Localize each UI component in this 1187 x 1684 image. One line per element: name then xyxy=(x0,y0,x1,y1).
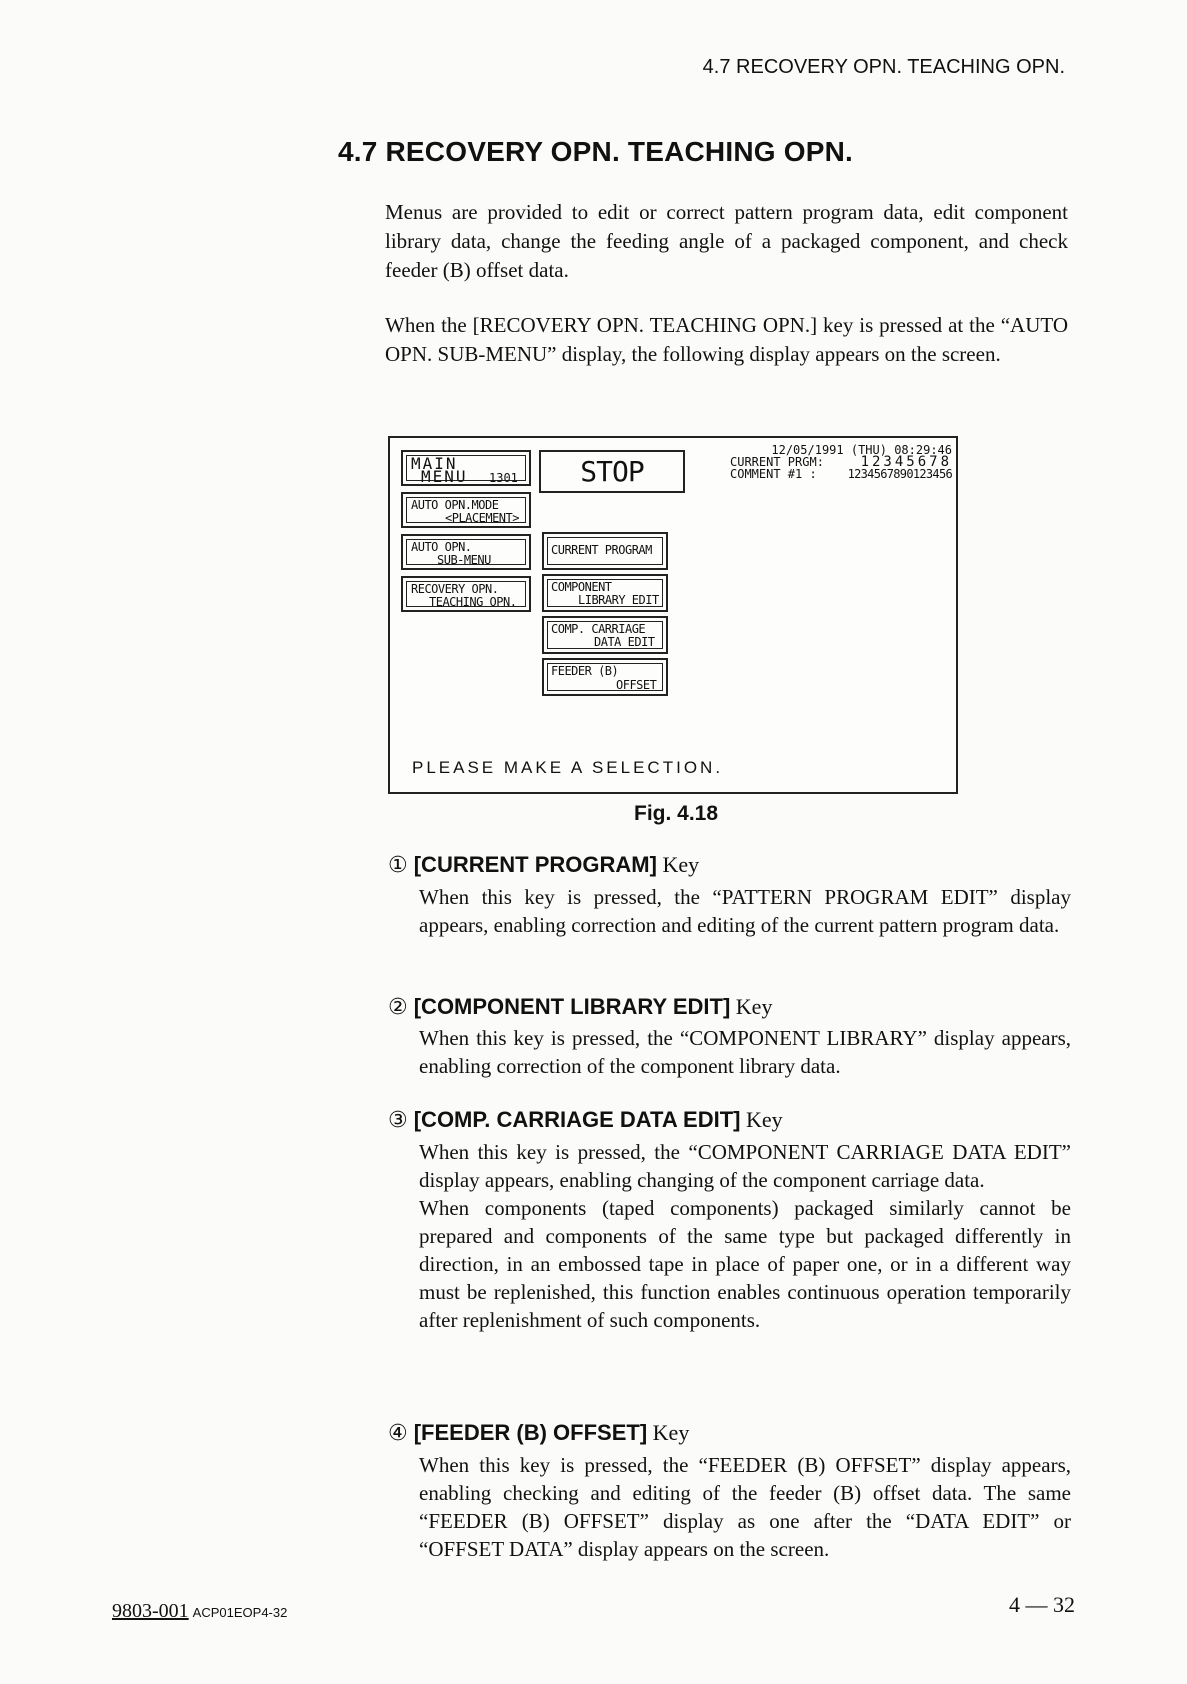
key-description: When this key is pressed, the “COMPONENT LIBRARY” display appears, enabling correction of the component library data. xyxy=(419,1026,1071,1078)
document-code xyxy=(112,1600,287,1623)
key-heading xyxy=(388,1107,783,1133)
key-number: ① xyxy=(388,853,408,878)
current-program-button[interactable] xyxy=(542,532,668,570)
key-description: When this key is pressed, the “PATTERN PROGRAM EDIT” display appears, enabling correction and editing of the current pattern program data. xyxy=(419,885,1071,937)
selection-prompt: PLEASE MAKE A SELECTION. xyxy=(412,758,724,777)
button-label: CURRENT PROGRAM xyxy=(551,543,652,557)
key-name: [COMP. CARRIAGE DATA EDIT] xyxy=(413,1107,741,1132)
key-heading xyxy=(388,1420,689,1446)
stop-status-button[interactable]: STOP xyxy=(539,450,685,493)
auto-opn-submenu-button[interactable] xyxy=(401,534,531,570)
status-block xyxy=(730,444,952,480)
key-number: ② xyxy=(388,995,408,1020)
key-name: [CURRENT PROGRAM] xyxy=(413,852,657,877)
component-library-edit-button[interactable] xyxy=(542,574,668,612)
key-suffix: Key xyxy=(735,994,773,1019)
section-title: 4.7 RECOVERY OPN. TEACHING OPN. xyxy=(338,136,853,167)
button-label: COMP. CARRIAGE xyxy=(551,622,646,636)
button-label: FEEDER (B) xyxy=(551,664,619,678)
main-menu-code: 1301 xyxy=(489,471,518,485)
button-label: AUTO OPN.MODE xyxy=(411,498,499,512)
running-header: 4.7 RECOVERY OPN. TEACHING OPN. xyxy=(702,56,1065,78)
comment-value: 1234567890123456 xyxy=(847,467,952,481)
current-program-label: CURRENT PRGM: xyxy=(730,455,824,469)
intro-paragraph: When the [RECOVERY OPN. TEACHING OPN.] key is pressed at the “AUTO OPN. SUB-MENU” display, the following display appears on the screen. xyxy=(385,313,1068,366)
key-number: ④ xyxy=(388,1421,408,1446)
button-label: LIBRARY EDIT xyxy=(578,593,659,607)
button-label: SUB-MENU xyxy=(437,553,491,567)
auto-opn-mode-button[interactable] xyxy=(401,492,531,528)
key-suffix: Key xyxy=(652,1420,690,1445)
key-heading xyxy=(388,852,699,878)
key-heading xyxy=(388,994,772,1020)
key-suffix: Key xyxy=(662,852,700,877)
datetime: 12/05/1991 (THU) 08:29:46 xyxy=(771,443,952,457)
key-number: ③ xyxy=(388,1108,408,1133)
doc-reference: ACP01EOP4-32 xyxy=(192,1605,288,1620)
key-description-paragraph: When this key is pressed, the “COMPONENT CARRIAGE DATA EDIT” display appears, enabling changing of the component carriage data. xyxy=(419,1140,1071,1192)
comp-carriage-data-edit-button[interactable] xyxy=(542,616,668,654)
key-description xyxy=(419,1138,1071,1334)
recovery-teaching-button[interactable] xyxy=(401,576,531,612)
main-menu-label: MAIN xyxy=(411,454,458,473)
comment-label: COMMENT #1 : xyxy=(730,467,817,481)
main-menu-label: MENU xyxy=(421,467,468,486)
screen-figure xyxy=(388,436,958,794)
key-description: When this key is pressed, the “FEEDER (B) OFFSET” display appears, enabling checking and editing of the feeder (B) offset data. The same “FEEDER (B) OFFSET” display as one after the “DATA EDIT” or “OFFSET DATA” display appears on the screen. xyxy=(419,1453,1071,1561)
page-number: 4 — 32 xyxy=(1009,1592,1075,1617)
doc-code-number: 9803-001 xyxy=(112,1600,189,1622)
key-name: [COMPONENT LIBRARY EDIT] xyxy=(413,994,731,1019)
feeder-b-offset-button[interactable] xyxy=(542,658,668,696)
key-description-paragraph: When components (taped components) packaged similarly cannot be prepared and components of the same type but packaged differently in direction, in an embossed tape in place of paper one, or in a different way must be replenished, this function enables continuous operation temporarily after replenishment of such components. xyxy=(419,1196,1071,1332)
button-label: TEACHING OPN. xyxy=(429,595,517,609)
current-program-value: 12345678 xyxy=(860,454,952,470)
button-label: OFFSET xyxy=(616,678,657,692)
button-label: COMPONENT xyxy=(551,580,612,594)
main-menu-button[interactable] xyxy=(401,450,531,486)
button-label: DATA EDIT xyxy=(594,635,655,649)
button-label: RECOVERY OPN. xyxy=(411,582,499,596)
key-name: [FEEDER (B) OFFSET] xyxy=(413,1420,648,1445)
button-label: <PLACEMENT> xyxy=(445,511,519,525)
intro-paragraph: Menus are provided to edit or correct pattern program data, edit component library data, change the feeding angle of a packaged component, and check feeder (B) offset data. xyxy=(385,200,1068,282)
button-label: AUTO OPN. xyxy=(411,540,472,554)
key-suffix: Key xyxy=(745,1107,783,1132)
figure-caption: Fig. 4.18 xyxy=(634,802,719,825)
